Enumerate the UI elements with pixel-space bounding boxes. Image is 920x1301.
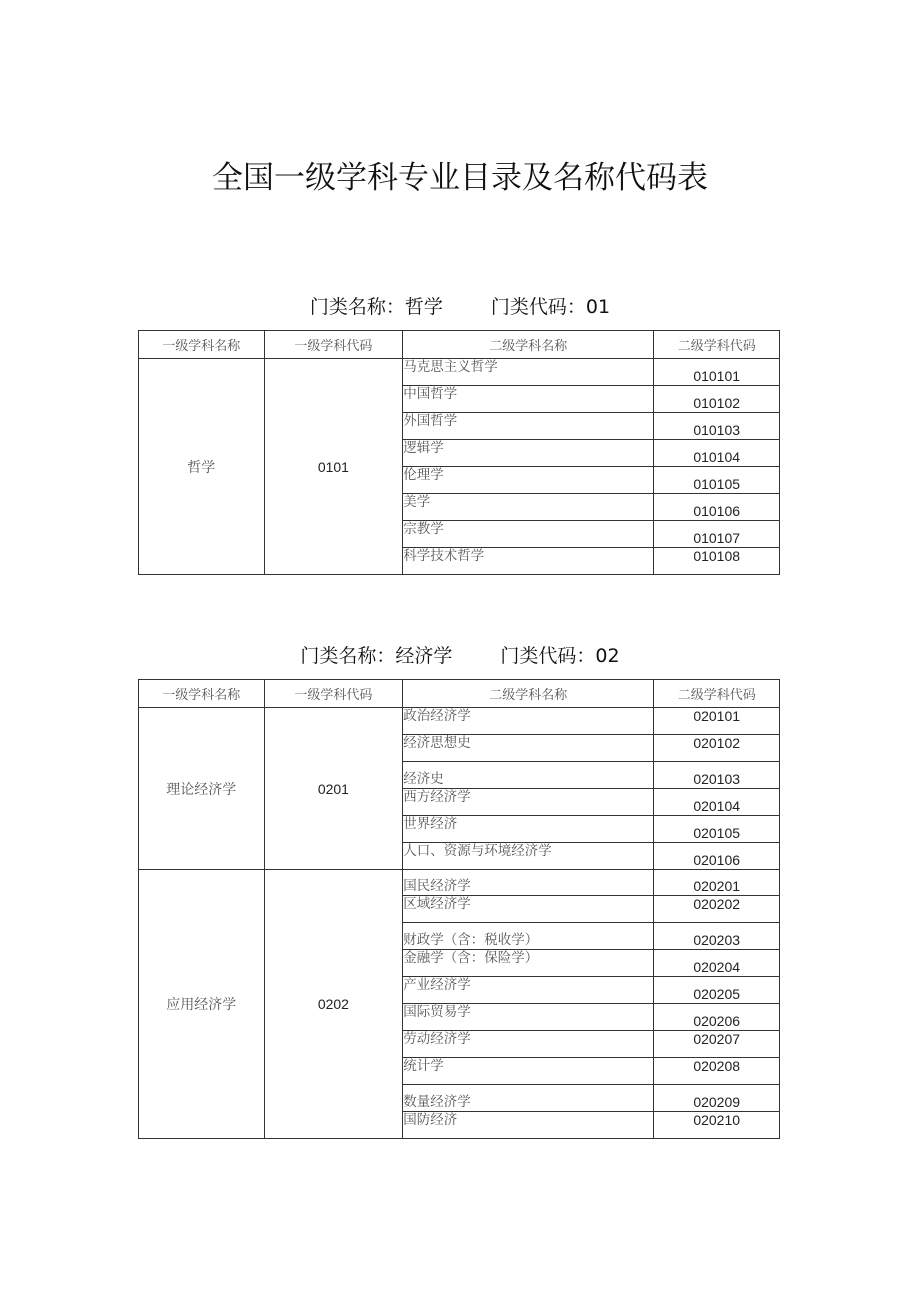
level2-name: 经济史 [403,762,654,789]
category-code-label: 门类代码： [500,645,596,667]
category-heading [0,641,920,668]
level1-name: 哲学 [139,359,265,575]
level2-code: 020104 [654,789,780,816]
table-header-row [139,680,780,708]
level2-name: 西方经济学 [403,789,654,816]
level1-name: 理论经济学 [139,708,265,870]
level2-code: 010101 [654,359,780,386]
level2-code: 010105 [654,467,780,494]
header-level1-code: 一级学科代码 [264,331,403,359]
level2-code: 020209 [654,1085,780,1112]
level1-code: 0202 [264,870,403,1139]
level2-code: 020203 [654,923,780,950]
level2-name: 国际贸易学 [403,1004,654,1031]
level2-code: 020202 [654,896,780,923]
level2-name: 数量经济学 [403,1085,654,1112]
level2-code: 020206 [654,1004,780,1031]
level2-name: 统计学 [403,1058,654,1085]
level2-code: 010103 [654,413,780,440]
level2-code: 020207 [654,1031,780,1058]
category-name-label: 门类名称： [300,645,396,667]
level2-code: 020204 [654,950,780,977]
category-code: 02 [595,645,620,667]
level2-name: 世界经济 [403,816,654,843]
level2-name: 人口、资源与环境经济学 [403,843,654,870]
level2-name: 区域经济学 [403,896,654,923]
page-title: 全国一级学科专业目录及名称代码表 [212,160,708,196]
level2-code: 020205 [654,977,780,1004]
header-level2-code: 二级学科代码 [654,680,780,708]
level2-name: 科学技术哲学 [403,548,654,575]
level2-code: 020101 [654,708,780,735]
level2-code: 010106 [654,494,780,521]
level2-name: 财政学（含：税收学） [403,923,654,950]
level2-name: 中国哲学 [403,386,654,413]
level2-code: 010104 [654,440,780,467]
level2-name: 经济思想史 [403,735,654,762]
discipline-table [138,330,780,575]
level2-code: 020102 [654,735,780,762]
header-level1-name: 一级学科名称 [139,331,265,359]
level2-name: 劳动经济学 [403,1031,654,1058]
category-name: 经济学 [395,645,453,667]
level2-name: 金融学（含：保险学） [403,950,654,977]
level2-name: 宗教学 [403,521,654,548]
level2-name: 外国哲学 [403,413,654,440]
category-code-label: 门类代码： [490,296,586,318]
level2-code: 010108 [654,548,780,575]
level2-name: 产业经济学 [403,977,654,1004]
level2-name: 国民经济学 [403,870,654,896]
level1-code: 0101 [264,359,403,575]
level2-code: 020103 [654,762,780,789]
table-row [139,870,780,896]
level2-code: 020105 [654,816,780,843]
header-level2-name: 二级学科名称 [403,680,654,708]
level2-code: 020201 [654,870,780,896]
table-row [139,359,780,386]
level2-code: 020208 [654,1058,780,1085]
level2-code: 010102 [654,386,780,413]
level2-name: 政治经济学 [403,708,654,735]
level2-name: 马克思主义哲学 [403,359,654,386]
header-level2-code: 二级学科代码 [654,331,780,359]
level2-code: 010107 [654,521,780,548]
category-heading [0,292,920,319]
table-row [139,708,780,735]
level2-code: 020210 [654,1112,780,1139]
discipline-table [138,679,780,1139]
header-level1-name: 一级学科名称 [139,680,265,708]
category-name: 哲学 [404,296,443,318]
category-code: 01 [585,296,611,318]
level2-name: 逻辑学 [403,440,654,467]
header-level1-code: 一级学科代码 [264,680,403,708]
header-level2-name: 二级学科名称 [403,331,654,359]
level1-name: 应用经济学 [139,870,265,1139]
level2-name: 伦理学 [403,467,654,494]
level2-code: 020106 [654,843,780,870]
level2-name: 美学 [403,494,654,521]
table-header-row [139,331,780,359]
category-name-label: 门类名称： [309,296,405,318]
level2-name: 国防经济 [403,1112,654,1139]
level1-code: 0201 [264,708,403,870]
